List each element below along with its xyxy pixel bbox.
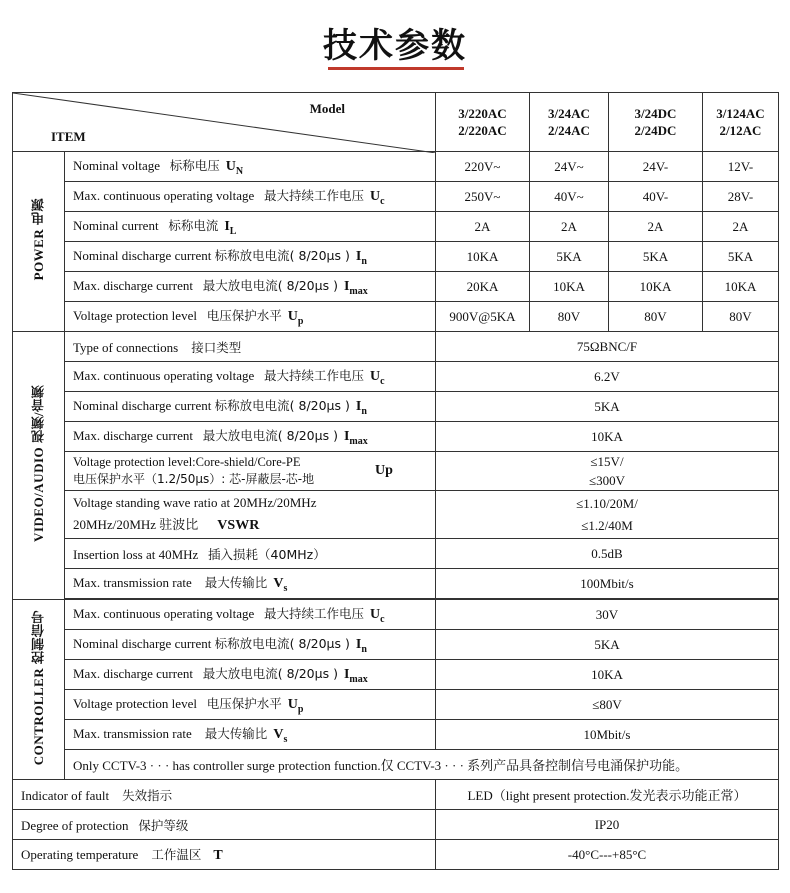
value-cell: 10KA [609, 272, 703, 302]
param-cell: Max. continuous operating voltage 最大持续工作电压 $U_c$ [65, 600, 436, 630]
table-row [13, 212, 779, 242]
param-cell [65, 452, 436, 491]
param-cell: Nominal discharge current 标称放电电流( 8/20μs ) $I_n$ [65, 630, 436, 660]
page-title: 技术参数 [323, 26, 467, 66]
table-row [13, 332, 779, 362]
model-col-2: 3/24AC 2/24AC [530, 93, 609, 152]
table-row [13, 392, 779, 422]
param-cell: Max. transmission rate 最大传输比 $V_s$ [65, 720, 436, 750]
value-cell: LED（light present protection.发光表示功能正常） [436, 780, 779, 810]
value-cell: 75ΩBNC/F [436, 332, 779, 362]
value-cell: 5KA [703, 242, 779, 272]
value-cell: 2A [609, 212, 703, 242]
value-cell: 5KA [436, 630, 779, 660]
value-cell: 10Mbit/s [436, 720, 779, 750]
table-row [13, 272, 779, 302]
value-cell: 5KA [609, 242, 703, 272]
value-cell: 30V [436, 600, 779, 630]
table-row [13, 630, 779, 660]
param-cell: Nominal voltage 标称电压 $U_N$ [65, 152, 436, 182]
value-cell: 24V~ [530, 152, 609, 182]
table-row [13, 422, 779, 452]
value-cell: ≤80V [436, 690, 779, 720]
model-label: Model [309, 101, 345, 116]
group-video: VIDEO/AUDIO 视频/音频 [13, 332, 65, 600]
value-cell: 28V- [703, 182, 779, 212]
value-cell: 100Mbit/s [436, 569, 779, 599]
value-cell: 12V- [703, 152, 779, 182]
value-cell: 80V [703, 302, 779, 332]
vpl-text: Voltage protection level:Core-shield/Core-PE 电压保护水平（1.2/50μs）: 芯-屏蔽层-芯-地 [73, 455, 315, 486]
param-cell: Voltage protection level 电压保护水平 $U_p$ [65, 302, 436, 332]
title-underline [328, 67, 464, 70]
table-row [13, 569, 779, 599]
param-cell: Voltage standing wave ratio at 20MHz/20MHz 20MHz/20MHz 驻波比 VSWR [65, 491, 436, 539]
value-cell: -40°C---+85°C [436, 840, 779, 870]
param-cell: Type of connections 接口类型 [65, 332, 436, 362]
table-row [13, 182, 779, 212]
param-cell: Operating temperature 工作温区 T [13, 840, 436, 870]
param-cell: Voltage protection level 电压保护水平 $U_p$ [65, 690, 436, 720]
model-col-1: 3/220AC 2/220AC [436, 93, 530, 152]
param-cell: Max. continuous operating voltage 最大持续工作电压 $U_c$ [65, 182, 436, 212]
value-cell: 10KA [436, 422, 779, 452]
param-cell: Max. discharge current 最大放电电流( 8/20μs ) $I_{max}$ [65, 660, 436, 690]
table-row [13, 660, 779, 690]
param-cell: Max. continuous operating voltage 最大持续工作电压 $U_c$ [65, 362, 436, 392]
table-row [13, 539, 779, 569]
param-cell: Degree of protection 保护等级 [13, 810, 436, 840]
group-power: POWER 电源 [13, 152, 65, 332]
value-cell: 250V~ [436, 182, 530, 212]
value-cell: 2A [703, 212, 779, 242]
value-cell: ≤15V/ ≤300V [436, 452, 779, 491]
group-controller: CONTROLLER 控制信号 [13, 600, 65, 780]
header-row [13, 93, 779, 152]
value-cell: 40V- [609, 182, 703, 212]
table-row [13, 720, 779, 750]
param-cell: Max. transmission rate 最大传输比 $V_s$ [65, 569, 436, 599]
value-cell: 2A [530, 212, 609, 242]
header-item-cell [13, 93, 436, 152]
value-cell: 10KA [436, 242, 530, 272]
value-cell: 220V~ [436, 152, 530, 182]
value-cell: 5KA [530, 242, 609, 272]
table-row [13, 810, 779, 840]
value-cell: 80V [530, 302, 609, 332]
table-row [13, 690, 779, 720]
table-row [13, 491, 779, 539]
value-cell: 10KA [530, 272, 609, 302]
table-row [13, 452, 779, 491]
value-cell: 10KA [436, 660, 779, 690]
param-cell: Nominal discharge current 标称放电电流( 8/20μs ) $I_n$ [65, 392, 436, 422]
value-cell: 2A [436, 212, 530, 242]
param-cell: Insertion loss at 40MHz 插入损耗（40MHz） [65, 539, 436, 569]
value-cell: IP20 [436, 810, 779, 840]
table-row [13, 152, 779, 182]
table-row [13, 780, 779, 810]
value-cell: 40V~ [530, 182, 609, 212]
value-cell: 80V [609, 302, 703, 332]
table-row [13, 750, 779, 780]
value-cell: 0.5dB [436, 539, 779, 569]
table-row [13, 600, 779, 630]
table-row [13, 242, 779, 272]
table-row [13, 302, 779, 332]
param-cell: Max. discharge current 最大放电电流( 8/20μs ) $I_{max}$ [65, 422, 436, 452]
table-row [13, 840, 779, 870]
vpl-symbol: Up [375, 463, 393, 478]
vpl-inner [73, 454, 435, 488]
param-cell: Nominal current 标称电流 $I_L$ [65, 212, 436, 242]
param-cell: Indicator of fault 失效指示 [13, 780, 436, 810]
model-col-3: 3/24DC 2/24DC [609, 93, 703, 152]
param-cell: Nominal discharge current 标称放电电流( 8/20μs ) $I_n$ [65, 242, 436, 272]
value-cell: 6.2V [436, 362, 779, 392]
value-cell: 24V- [609, 152, 703, 182]
model-col-4: 3/124AC 2/12AC [703, 93, 779, 152]
value-cell: ≤1.10/20M/ ≤1.2/40M [436, 491, 779, 539]
controller-note: Only CCTV-3 · · · has controller surge protection function.仅 CCTV-3 · · · 系列产品具备控制信号电涌保护功能。 [65, 750, 779, 780]
table-row [13, 362, 779, 392]
spec-table [12, 92, 779, 870]
value-cell: 10KA [703, 272, 779, 302]
value-cell: 5KA [436, 392, 779, 422]
param-cell: Max. discharge current 最大放电电流( 8/20μs ) $I_{max}$ [65, 272, 436, 302]
value-cell: 900V@5KA [436, 302, 530, 332]
value-cell: 20KA [436, 272, 530, 302]
item-label: ITEM [51, 129, 86, 144]
